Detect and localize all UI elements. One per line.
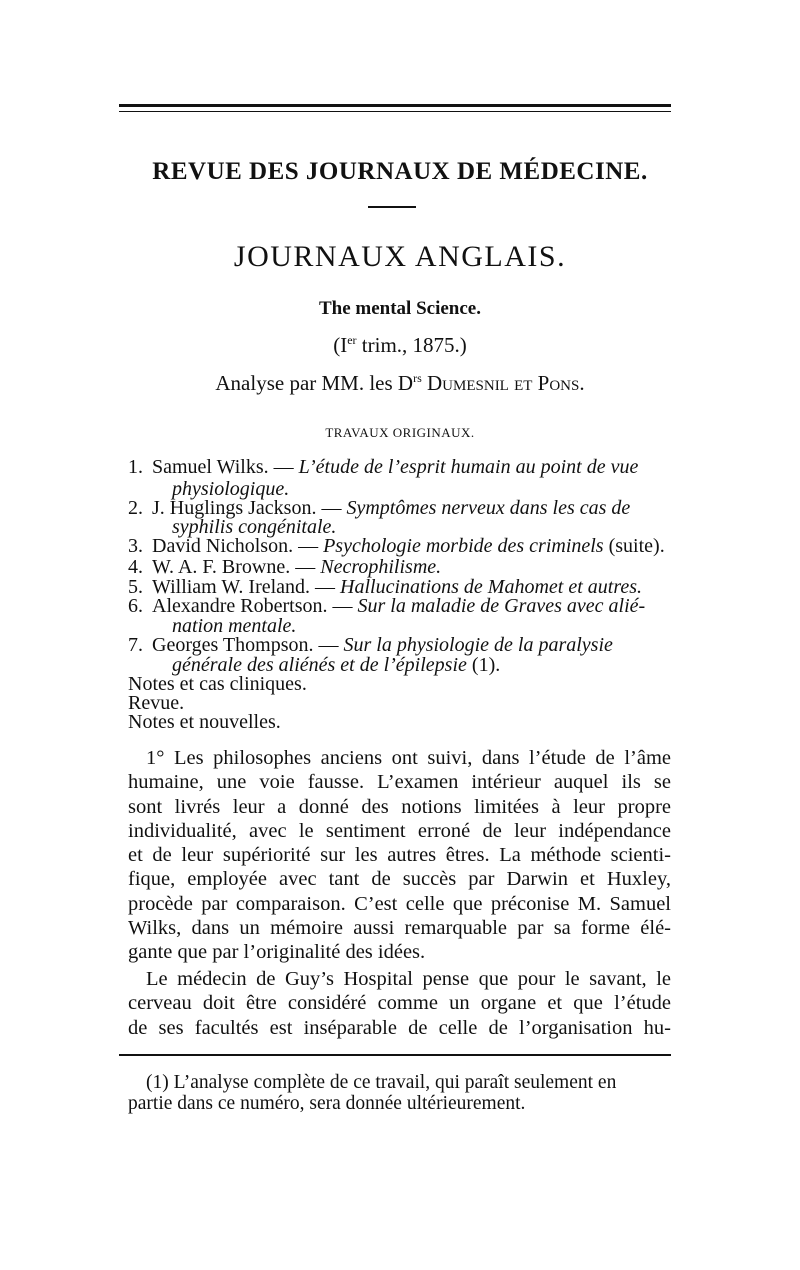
- list-item: 6. Alexandre Robertson. — Sur la maladie de Graves avec alié-: [128, 595, 646, 617]
- body-paragraph-1: 1° Les philosophes anciens ont suivi, dans l’étude de l’âme humaine, une voie fausse. L’examen intérieur auquel ils se sont livrés leur a donné des notions limitées à leur propre individualité, avec le sentiment erroné de leur indépendance et de leur supériorité sur les autres êtres. La méthode scienti- fique, employée avec tant de succès par Darwin et Huxley, procède par comparaison. C’est celle que préconise M. Samuel Wilks, dans un mémoire aussi remarquable par sa forme élé- gante que par l’originalité des idées.: [128, 747, 671, 964]
- analysis-credit: Analyse par MM. les $D^{rs}$ Dumesnil et Pons.: [215, 371, 585, 395]
- footnote: (1) L’analyse complète de ce travail, qui paraît seulement en partie dans ce numéro, sera donnée ultérieurement.: [128, 1072, 617, 1114]
- list-item-continuation: syphilis congénitale.: [172, 516, 337, 538]
- list-item: 2. J. Huglings Jackson. — Symptômes nerveux dans les cas de: [128, 497, 631, 519]
- title-divider: [368, 206, 416, 208]
- top-thin-rule: [119, 111, 671, 112]
- section-entry: Revue.: [128, 692, 185, 714]
- list-item-continuation: générale des aliénés et de l’épilepsie (1).: [172, 654, 501, 676]
- page-title: REVUE DES JOURNAUX DE MÉDECINE.: [152, 158, 648, 185]
- list-item: 5. William W. Ireland. — Hallucinations de Mahomet et autres.: [128, 576, 643, 598]
- body-paragraph-2: Le médecin de Guy’s Hospital pense que pour le savant, le cerveau doit être considéré comme un organe et que l’étude de ses facultés est inséparable de celle de l’organisation hu-: [128, 968, 671, 1039]
- subsection-heading: TRAVAUX ORIGINAUX.: [325, 425, 475, 440]
- journal-name: The mental Science.: [318, 298, 481, 319]
- list-item: 7. Georges Thompson. — Sur la physiologie de la paralysie: [128, 634, 613, 656]
- section-entry: Notes et nouvelles.: [128, 711, 281, 733]
- section-entry: Notes et cas cliniques.: [128, 673, 307, 695]
- footnote-rule: [119, 1054, 671, 1056]
- list-item: 1. Samuel Wilks. — L’étude de l’esprit humain au point de vue: [128, 456, 639, 478]
- top-double-rule: [119, 104, 671, 107]
- list-item-continuation: physiologique.: [172, 478, 290, 500]
- journal-period: (Ier trim., 1875.): [333, 333, 467, 357]
- section-heading: JOURNAUX ANGLAIS.: [233, 240, 567, 273]
- list-item: 3. David Nicholson. — Psychologie morbide des criminels (suite).: [128, 535, 665, 557]
- list-item-continuation: nation mentale.: [172, 615, 297, 637]
- list-item: 4. W. A. F. Browne. — Necrophilisme.: [128, 556, 442, 578]
